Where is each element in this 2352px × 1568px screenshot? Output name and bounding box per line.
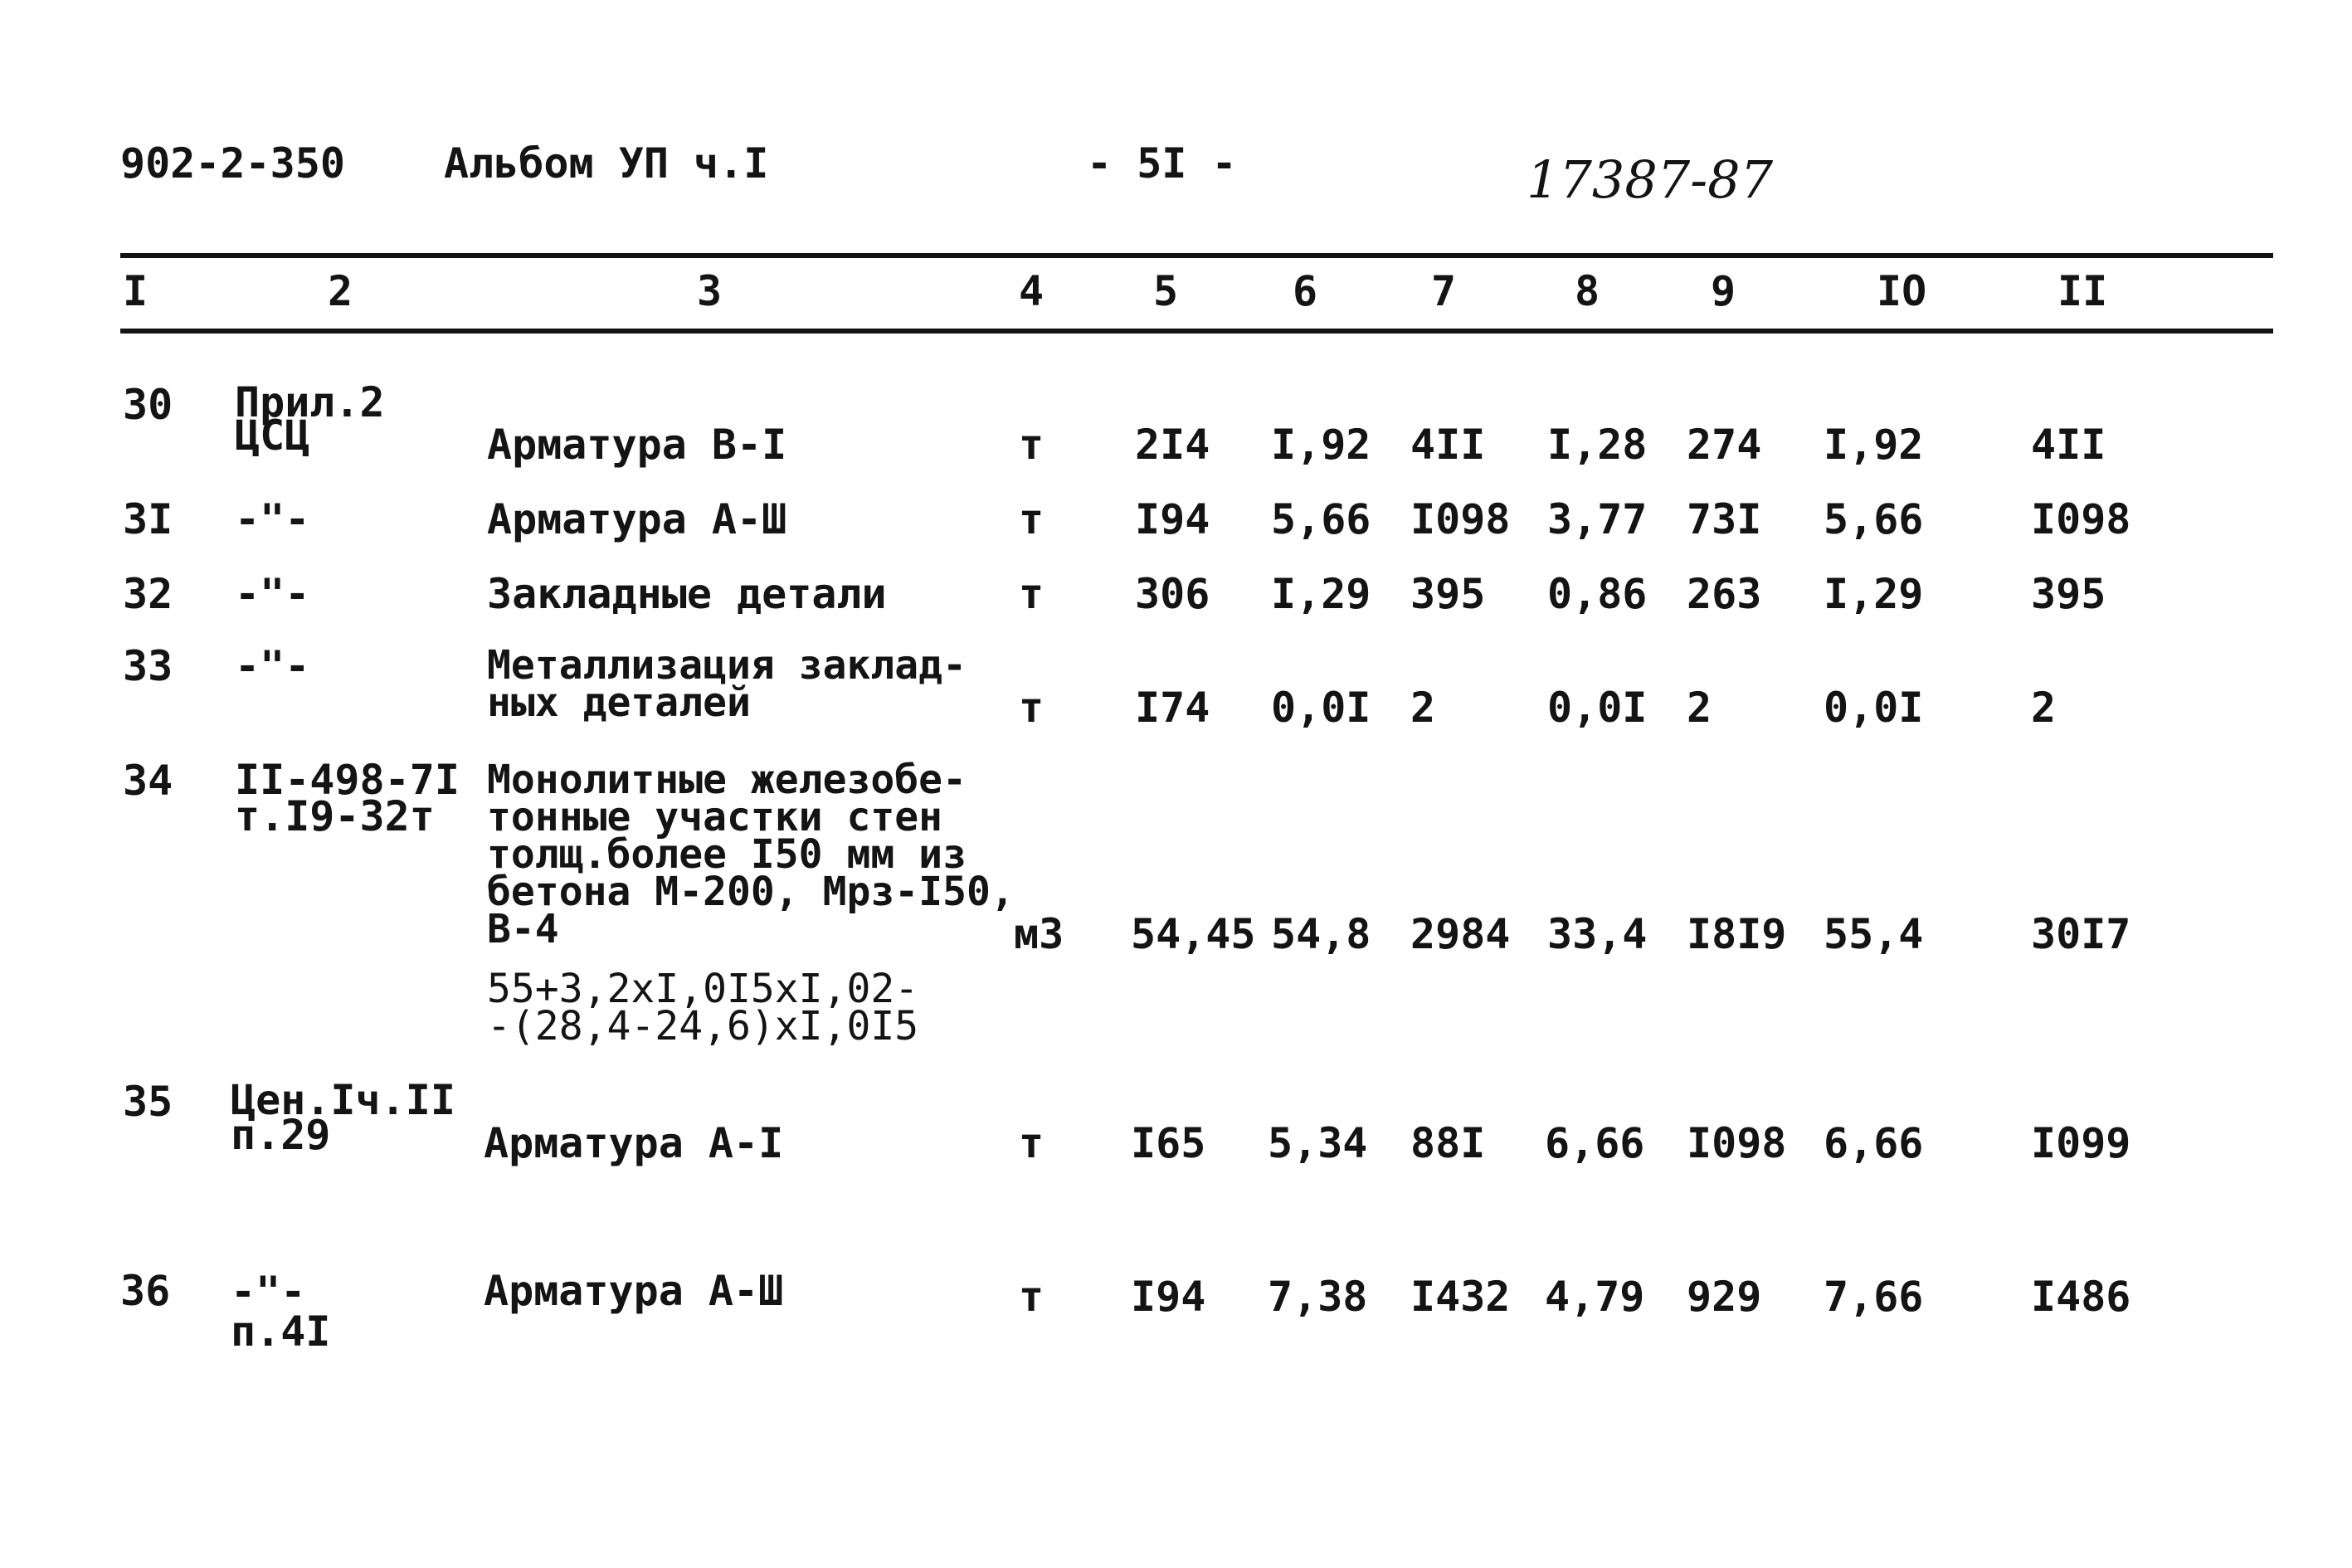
value-col-10: I,29 [1824,570,1924,618]
item-name: Арматура В-I [487,421,787,469]
value-col-5: I74 [1135,684,1210,732]
album-label: Альбом УП ч.I [444,139,769,187]
value-col-6: 7,38 [1268,1273,1368,1321]
item-name: Арматура А-Ш [484,1267,784,1315]
source-reference: II-498-7I т.I9-32т [235,756,460,840]
value-col-9: 274 [1687,421,1762,469]
value-col-5: I94 [1131,1273,1206,1321]
value-col-10: 0,0I [1824,684,1924,732]
value-col-6: 5,66 [1271,495,1371,543]
value-col-6: 5,34 [1268,1119,1368,1167]
column-header-10: IO [1877,267,1927,315]
source-reference: -"- [235,495,310,543]
value-col-7: I432 [1410,1273,1511,1321]
table-top-rule [120,253,2273,258]
value-col-9: 2 [1687,684,1712,732]
source-reference: -"- [235,570,310,618]
item-name: Закладные детали [487,570,887,618]
row-number: 32 [123,570,173,618]
column-header-9: 9 [1711,267,1736,315]
value-col-9: I8I9 [1687,910,1787,958]
unit: т [1019,1273,1045,1321]
value-col-5: I65 [1131,1119,1206,1167]
value-col-8: 4,79 [1545,1273,1645,1321]
item-name: Арматура А-Ш [487,495,787,543]
row-number: 3I [123,495,173,543]
column-header-7: 7 [1431,267,1457,315]
column-header-3: 3 [697,267,723,315]
value-col-10: 5,66 [1824,495,1924,543]
value-col-10: I,92 [1824,421,1924,469]
project-code: 902-2-350 [120,139,345,187]
column-header-6: 6 [1293,267,1318,315]
unit: т [1019,1119,1045,1167]
value-col-9: 929 [1687,1273,1762,1321]
value-col-9: 73I [1687,495,1762,543]
unit: т [1019,495,1045,543]
item-name: Арматура А-I [484,1119,784,1167]
value-col-11: I098 [2031,495,2131,543]
value-col-7: 2 [1410,684,1436,732]
column-header-1: I [123,267,149,315]
value-col-6: 54,8 [1271,910,1371,958]
column-header-8: 8 [1575,267,1600,315]
value-col-6: 0,0I [1271,684,1371,732]
value-col-7: 4II [1410,421,1486,469]
value-col-11: 2 [2031,684,2057,732]
unit: т [1019,421,1045,469]
value-col-8: I,28 [1547,421,1648,469]
value-col-11: I099 [2031,1119,2131,1167]
unit: т [1019,570,1045,618]
value-col-7: 88I [1410,1119,1486,1167]
source-reference: -"- [235,642,310,690]
value-col-7: 2984 [1410,910,1511,958]
unit: т [1019,684,1045,732]
row-number: 33 [123,642,173,690]
row-number: 36 [120,1267,171,1315]
source-reference: -"- п.4I [231,1268,331,1356]
inventory-number: 17387-87 [1527,149,1774,210]
column-header-2: 2 [328,267,353,315]
page-number: - 5I - [1087,139,1237,187]
value-col-10: 55,4 [1824,910,1924,958]
value-col-7: 395 [1410,570,1486,618]
column-header-11: II [2057,267,2108,315]
item-name: Металлизация заклад- ных деталей [487,642,967,726]
value-col-5: 306 [1135,570,1210,618]
row-number: 34 [123,757,173,805]
value-col-5: I94 [1135,495,1210,543]
value-col-9: 263 [1687,570,1762,618]
column-header-5: 5 [1153,267,1179,315]
source-reference: Цен.Iч.II п.29 [231,1076,455,1159]
item-name: Монолитные железобе- тонные участки стен толщ.более I50 мм из бетона М-200, Мрз-I50, В-4 [487,757,1015,952]
value-col-11: I486 [2031,1273,2131,1321]
value-col-8: 0,86 [1547,570,1648,618]
value-col-5: 2I4 [1135,421,1210,469]
value-col-8: 0,0I [1547,684,1648,732]
value-col-10: 6,66 [1824,1119,1924,1167]
source-reference: Прил.2 ЦСЦ [235,378,385,460]
column-header-4: 4 [1019,267,1045,315]
value-col-11: 395 [2031,570,2106,618]
value-col-8: 6,66 [1545,1119,1645,1167]
value-col-8: 3,77 [1547,495,1648,543]
value-col-10: 7,66 [1824,1273,1924,1321]
value-col-11: 4II [2031,421,2106,469]
calculation-formula: 55+3,2хI,0I5хI,02- -(28,4-24,6)хI,0I5 [487,966,919,1049]
value-col-5: 54,45 [1131,910,1256,958]
row-number: 35 [123,1078,173,1126]
value-col-6: I,92 [1271,421,1371,469]
row-number: 30 [123,381,173,429]
value-col-7: I098 [1410,495,1511,543]
value-col-9: I098 [1687,1119,1787,1167]
value-col-6: I,29 [1271,570,1371,618]
unit: м3 [1014,910,1064,958]
table-header-rule [120,329,2273,334]
value-col-11: 30I7 [2031,910,2131,958]
value-col-8: 33,4 [1547,910,1648,958]
